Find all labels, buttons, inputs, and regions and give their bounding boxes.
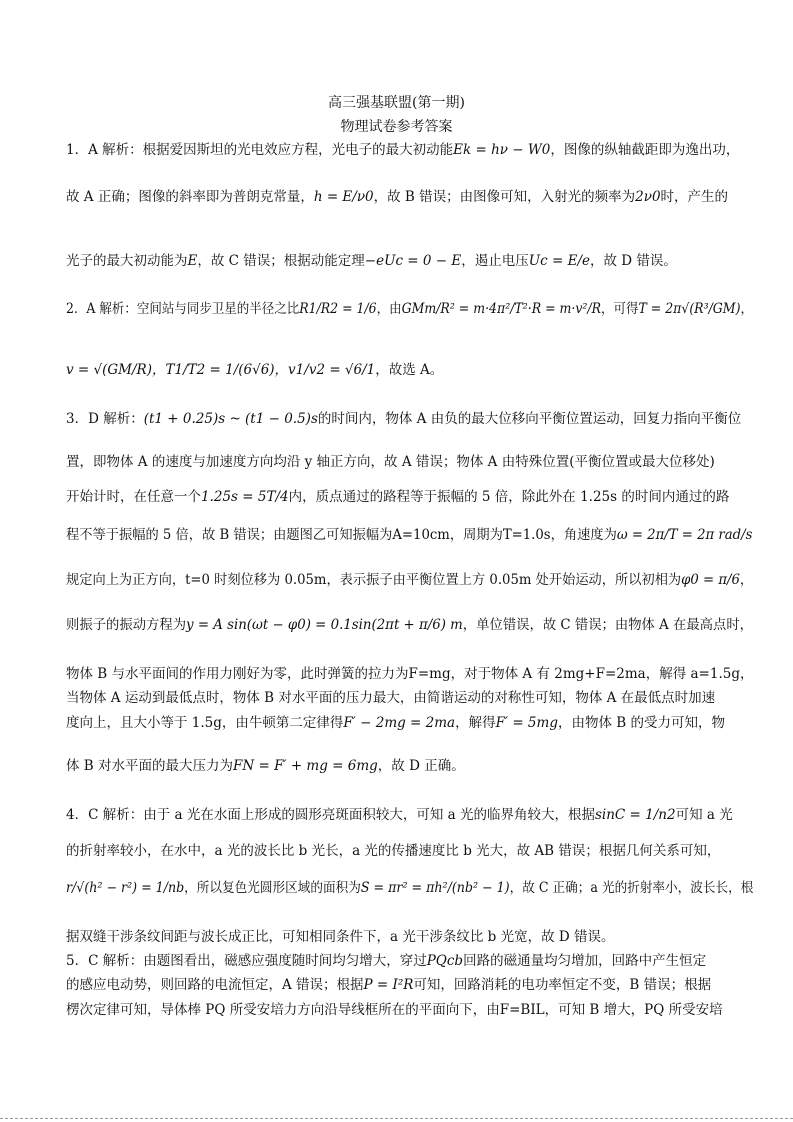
- q1-text: 故 A 正确；图像的斜率即为普朗克常量，: [66, 189, 314, 205]
- q1-formula-uc: Uc = E/e: [528, 253, 590, 269]
- q3-text: ，单位错误，故 C 错误；由物体 A 在最高点时，: [462, 617, 754, 633]
- q3-formula-newton: F′ − 2mg = 2ma: [343, 715, 456, 731]
- q2-line1: [66, 300, 753, 318]
- q1-formula-ek: Ek = hν − W0: [453, 142, 551, 158]
- q3-formula-pressure: FN = F′ + mg = 6mg: [233, 758, 378, 774]
- q1-text: ，图像的纵轴截距即为逸出功，: [550, 142, 740, 158]
- q2-text: ，可得: [601, 301, 639, 317]
- q5-line1: [66, 952, 706, 970]
- q5-text: 可知，回路消耗的电功率恒定不变，B 错误；根据: [413, 977, 712, 993]
- q5-formula-loop: PQcb: [426, 953, 464, 969]
- q1-line2: [66, 188, 728, 206]
- q1-text: ，故 C 错误；根据动能定理: [197, 253, 365, 269]
- q3-formula-interval: (t1 + 0.25)s ~ (t1 − 0.5)s: [143, 411, 318, 427]
- q3-formula-omega: ω = 2π/T = 2π rad/s: [616, 527, 753, 543]
- q3-text: ，由物体 B 的受力可知，物: [557, 715, 725, 731]
- q3-line2: 置，即物体 A 的速度与加速度方向均沿 y 轴正方向，故 A 错误；物体 A 由特殊位置(平衡位置或最大位移处): [66, 454, 715, 470]
- q1-formula-h: h = E/ν0: [313, 189, 374, 205]
- q2-formula-velocity: v = √(GM/R)，T1/T2 = 1/(6√6)，v1/v2 = √6/1: [66, 362, 376, 378]
- q3-text: 则振子的振动方程为: [66, 617, 187, 633]
- q1-text: 光子的最大初动能为: [66, 253, 188, 269]
- q2-formula-ratio: R1/R2 = 1/6: [299, 301, 377, 317]
- q2-text: ，故选 A。: [375, 362, 444, 378]
- q3-line8: 当物体 A 运动到最低点时，物体 B 对水平面的压力最大，由简谐运动的对称性可知，物体 A 在最低点时加速: [66, 690, 716, 706]
- doc-title: 高三强基联盟(第一期): [328, 95, 465, 111]
- q3-text: 规定向上为正方向，t=0 时刻位移为 0.05m，表示振子由平衡位置上方 0.05m 处开始运动，所以初相为: [66, 572, 682, 588]
- page-bottom-divider: [0, 1118, 793, 1119]
- q1-formula-e: E: [187, 253, 198, 269]
- q5-text: 5．C 解析：由题图看出，磁感应强度随时间均匀增大，穿过: [66, 953, 427, 969]
- q3-text: 程不等于振幅的 5 倍，故 B 错误；由题图乙可知振幅为A=10cm，周期为T=1.0s，角速度为: [66, 527, 617, 543]
- q2-formula-gravity: GMm/R² = m·4π²/T²·R = m·v²/R: [401, 301, 602, 317]
- q3-text: ，解得: [455, 715, 496, 731]
- q4-text: 4．C 解析：由于 a 光在水面上形成的圆形亮斑面积较大，可知 a 光的临界角较大，根据: [66, 807, 595, 823]
- q1-line3: [66, 252, 677, 270]
- q1-formula-kinetic: −eUc = 0 − E: [364, 253, 462, 269]
- q5-formula-power: P = I²R: [363, 977, 414, 993]
- q3-line6: [66, 616, 753, 634]
- q3-text: 3．D 解析：: [66, 411, 144, 427]
- q4-text: ，所以复色光圆形区域的面积为: [184, 880, 361, 896]
- q1-text: 1．A 解析：根据爱因斯坦的光电效应方程，光电子的最大初动能: [66, 142, 454, 158]
- q5-line2: [66, 976, 711, 994]
- q3-text: ，故 D 正确。: [377, 758, 465, 774]
- q1-text: ，遏止电压: [461, 253, 529, 269]
- doc-subtitle: 物理试卷参考答案: [340, 119, 453, 135]
- q3-formula-force: F′ = 5mg: [495, 715, 558, 731]
- q3-line5: [66, 571, 753, 589]
- q2-text: ，: [740, 301, 753, 317]
- q1-text: ，故 D 错误。: [590, 253, 677, 269]
- q4-line1: [66, 806, 733, 824]
- q3-formula-phase: φ0 = π/6: [681, 572, 740, 588]
- q3-line1: [66, 410, 741, 428]
- q3-line9: [66, 714, 725, 732]
- q3-text: 度向上，且大小等于 1.5g，由牛顿第二定律得: [66, 715, 344, 731]
- q4-line2: 的折射率较小，在水中，a 光的波长比 b 光长，a 光的传播速度比 b 光大，故 AB 错误；根据几何关系可知，: [66, 843, 721, 859]
- q3-text: 的时间内，物体 A 由负的最大位移向平衡位置运动，回复力指向平衡位: [317, 411, 742, 427]
- q2-text: 2．A 解析：空间站与同步卫星的半径之比: [66, 301, 300, 317]
- q4-text: 可知 a 光: [675, 807, 733, 823]
- q3-line10: [66, 757, 465, 775]
- q4-formula-area: S = πr² = πh²/(nb² − 1): [360, 880, 510, 896]
- q3-text: 体 B 对水平面的最大压力为: [66, 758, 234, 774]
- q4-text: ，故 C 正确；a 光的折射率小，波长长，根: [509, 880, 754, 896]
- q2-text: ，由: [376, 301, 402, 317]
- q4-formula-geometry: r/√(h² − r²) = 1/nb: [66, 880, 185, 896]
- q2-line2: [66, 361, 443, 379]
- q3-line3: [66, 488, 729, 506]
- q5-text: 的感应电动势，则回路的电流恒定，A 错误；根据: [66, 977, 364, 993]
- q5-text: 回路的磁通量均匀增加，回路中产生恒定: [463, 953, 707, 969]
- q3-line4: [66, 526, 752, 544]
- q1-formula-freq: 2ν0: [635, 189, 661, 205]
- q3-text: 内，质点通过的路程等于振幅的 5 倍，除此外在 1.25s 的时间内通过的路: [288, 489, 730, 505]
- q3-text: 开始计时，在任意一个: [66, 489, 201, 505]
- q4-line3: [66, 879, 753, 897]
- q3-formula-motion: y = A sin(ωt − φ0) = 0.1sin(2πt + π/6) m: [186, 617, 463, 633]
- q5-line3: 楞次定律可知，导体棒 PQ 所受安培力方向沿导线框所在的平面向下，由F=BIL，可知 B 增大，PQ 所受安培: [66, 1002, 723, 1018]
- q4-formula-sinc: sinC = 1/n2: [594, 807, 676, 823]
- q1-text: ，故 B 错误；由图像可知，入射光的频率为: [373, 189, 636, 205]
- q1-text: 时，产生的: [660, 189, 729, 205]
- q3-formula-time: 1.25s = 5T/4: [201, 489, 289, 505]
- q1-line1: [66, 141, 739, 159]
- q4-line4: 据双缝干涉条纹间距与波长成正比，可知相同条件下，a 光干涉条纹比 b 光宽，故 D 错误。: [66, 929, 615, 945]
- q3-line7: 物体 B 与水平面间的作用力刚好为零，此时弹簧的拉力为F=mg，对于物体 A 有 2mg+F=2ma，解得 a=1.5g，: [66, 666, 754, 682]
- q3-text: ，: [739, 572, 754, 588]
- q2-formula-period: T = 2π√(R³/GM): [638, 301, 741, 317]
